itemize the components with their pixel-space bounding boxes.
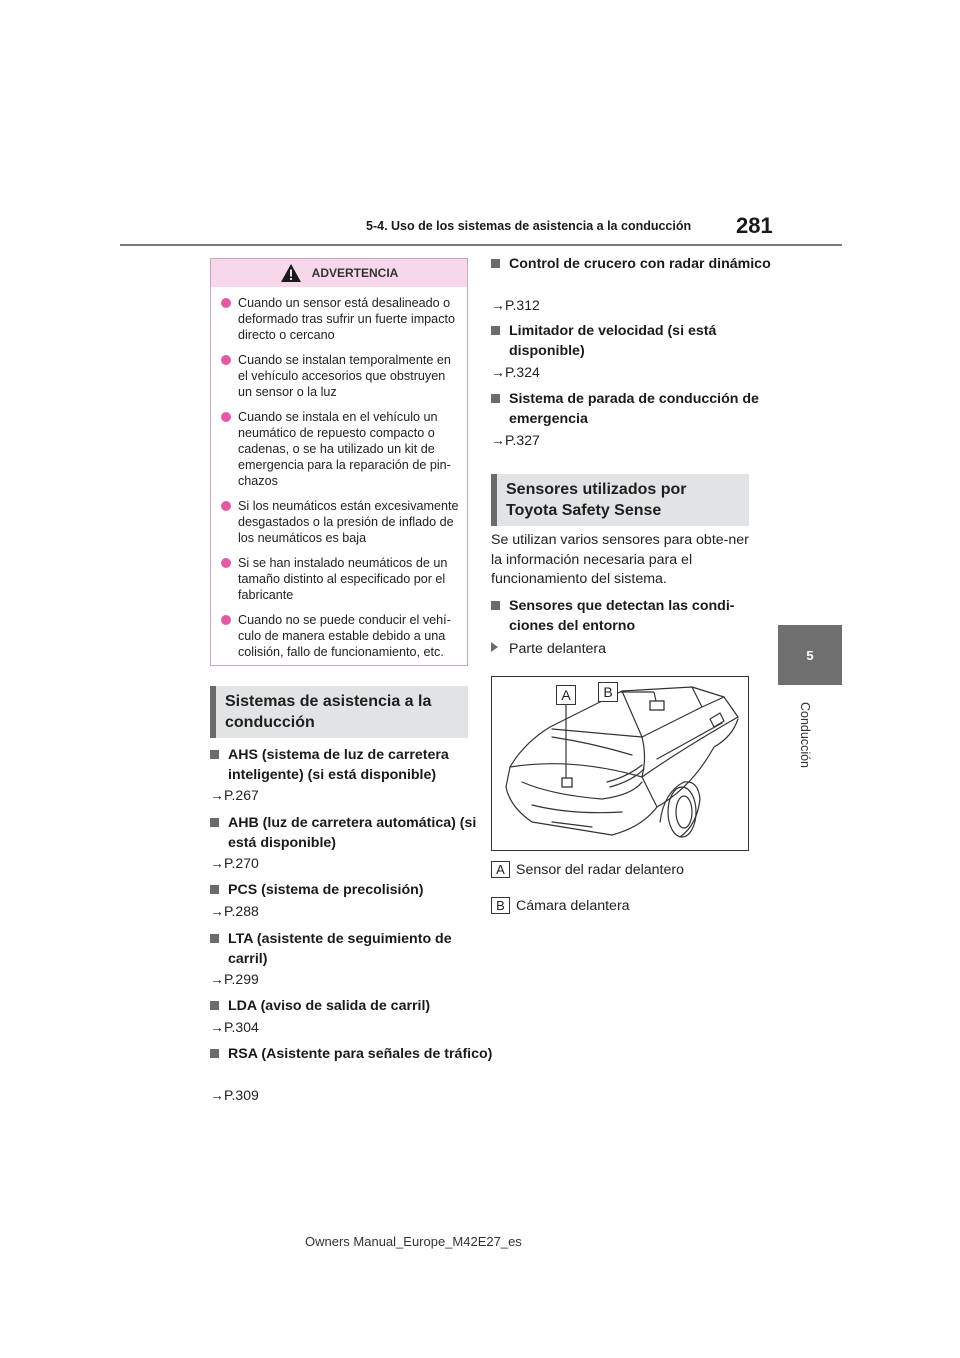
warning-list — [211, 287, 467, 660]
item-ahb: AHB (luz de carretera automática) (si está disponible) — [210, 813, 493, 853]
item-lta: LTA (asistente de seguimiento de carril) — [210, 929, 493, 969]
section-heading-sensors: Sensores utilizados por Toyota Safety Sense — [491, 474, 749, 526]
square-bullet-icon — [491, 259, 500, 268]
warning-item: Cuando se instala en el vehículo un neumático de repuesto compacto o cadenas, o se ha utilizado un kit de emergencia para la reparación de pin-chazos — [221, 409, 459, 489]
subhead-environment-sensors: Sensores que detectan las condi-ciones del entorno — [491, 596, 774, 636]
bullet-dot-icon — [221, 355, 231, 365]
warning-item: Cuando se instalan temporalmente en el vehículo accesorios que obstruyen un sensor o la luz — [221, 352, 459, 400]
bullet-front-part: Parte delantera — [491, 641, 606, 657]
square-bullet-icon — [491, 326, 500, 335]
item-rsa: RSA (Asistente para señales de tráfico) — [210, 1044, 493, 1064]
section-heading-driving-assist: Sistemas de asistencia a la conducción — [210, 686, 468, 738]
item-radar-cruise: Control de crucero con radar dinámico — [491, 254, 774, 274]
car-illustration — [492, 677, 748, 850]
warning-header — [211, 259, 467, 287]
bullet-dot-icon — [221, 501, 231, 511]
square-bullet-icon — [210, 1001, 219, 1010]
warning-box — [210, 258, 468, 666]
item-speed-limiter: Limitador de velocidad (si está disponible) — [491, 321, 774, 361]
page-ref-link[interactable]: →P.288 — [210, 903, 259, 919]
square-bullet-icon — [210, 750, 219, 759]
bullet-dot-icon — [221, 615, 231, 625]
bullet-dot-icon — [221, 558, 231, 568]
triangle-bullet-icon — [491, 642, 498, 652]
square-bullet-icon — [491, 601, 500, 610]
item-lda: LDA (aviso de salida de carril) — [210, 996, 493, 1016]
footer-doc-id: Owners Manual_Europe_M42E27_es — [305, 1234, 522, 1249]
square-bullet-icon — [210, 818, 219, 827]
page-ref-link[interactable]: →P.327 — [491, 432, 540, 448]
square-bullet-icon — [210, 1049, 219, 1058]
page-ref-link[interactable]: →P.304 — [210, 1019, 259, 1035]
item-emergency-stop: Sistema de parada de conducción de emergencia — [491, 389, 774, 429]
callout-a: A — [556, 685, 576, 705]
warning-triangle-icon — [280, 263, 302, 283]
chapter-tab[interactable] — [778, 625, 842, 685]
legend-row-a — [491, 861, 684, 878]
legend-label-b: Cámara delantera — [516, 897, 630, 914]
legend-label-a: Sensor del radar delantero — [516, 861, 684, 878]
page-ref-link[interactable]: →P.299 — [210, 971, 259, 987]
car-front-figure — [491, 676, 749, 851]
warning-item: Si se han instalado neumáticos de un tamaño distinto al especificado por el fabricante — [221, 555, 459, 603]
legend-row-b — [491, 897, 630, 914]
chapter-label: Conducción — [797, 701, 812, 769]
header-divider — [120, 244, 842, 246]
square-bullet-icon — [491, 394, 500, 403]
item-ahs: AHS (sistema de luz de carretera inteligente) (si está disponible) — [210, 745, 493, 785]
warning-item: Cuando no se puede conducir el vehí-culo de manera estable debido a una colisión, fallo de funcionamiento, etc. — [221, 612, 459, 660]
body-paragraph: Se utilizan varios sensores para obte-ner la información necesaria para el funcionamiento del sistema. — [491, 532, 749, 587]
item-pcs: PCS (sistema de precolisión) — [210, 880, 493, 900]
page-ref-link[interactable]: →P.309 — [210, 1087, 259, 1103]
chapter-number: 5 — [806, 647, 814, 663]
bullet-dot-icon — [221, 412, 231, 422]
page-ref-link[interactable]: →P.267 — [210, 787, 259, 803]
chapter-label-wrap — [760, 690, 850, 780]
square-bullet-icon — [210, 885, 219, 894]
page-ref-link[interactable]: →P.324 — [491, 364, 540, 380]
legend-key-a: A — [491, 861, 510, 878]
page-ref-link[interactable]: →P.312 — [491, 297, 540, 313]
callout-b: B — [598, 682, 618, 702]
square-bullet-icon — [210, 934, 219, 943]
legend-key-b: B — [491, 897, 510, 914]
section-title: 5-4. Uso de los sistemas de asistencia a la conducción — [366, 219, 692, 233]
page-ref-link[interactable]: →P.270 — [210, 855, 259, 871]
warning-item: Si los neumáticos están excesivamente desgastados o la presión de inflado de los neumáticos es baja — [221, 498, 459, 546]
page-number: 281 — [736, 213, 773, 238]
bullet-dot-icon — [221, 298, 231, 308]
warning-title: ADVERTENCIA — [311, 266, 399, 280]
warning-item: Cuando un sensor está desalineado o deformado tras sufrir un fuerte impacto directo o cercano — [221, 295, 459, 343]
